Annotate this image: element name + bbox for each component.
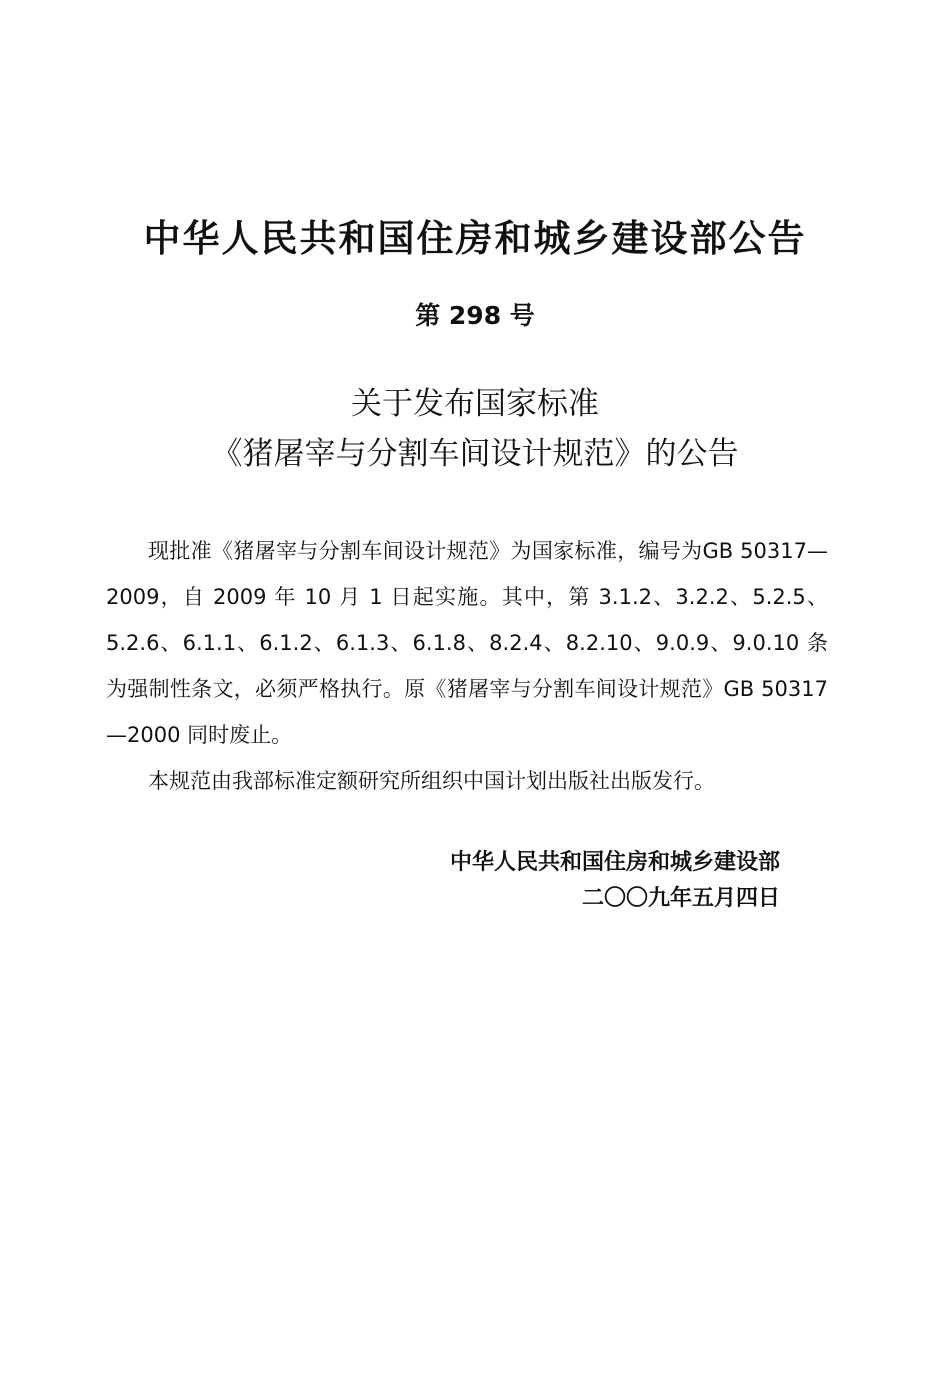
signature-organization: 中华人民共和国住房和城乡建设部 xyxy=(449,850,780,875)
body-paragraph-2: 本规范由我部标准定额研究所组织中国计划出版社出版发行。 xyxy=(148,769,715,793)
subtitle-line-1: 关于发布国家标准 xyxy=(351,386,599,422)
body-paragraph-1: 现批准《猪屠宰与分割车间设计规范》为国家标准，编号为GB 50317—2009，自 2009 年 10 月 1 日起实施。其中，第 3.1.2、3.2.2、5.2.5、5.2.6、6.1.1、6.1.2、6.1.3、6.1.8、8.2.4、8.2.10、9.0.9、9.0.10 条为强制性条文，必须严格执行。原《猪屠宰与分割车间设计规范》GB 50317—2000 同时废止。 xyxy=(106,539,828,747)
subtitle-line-2: 《猪屠宰与分割车间设计规范》的公告 xyxy=(211,436,739,472)
announcement-body xyxy=(106,528,828,804)
announcement-number: 第 298 号 xyxy=(415,301,535,330)
announcement-title: 中华人民共和国住房和城乡建设部公告 xyxy=(143,217,807,260)
signature-date: 二〇〇九年五月四日 xyxy=(581,886,780,911)
